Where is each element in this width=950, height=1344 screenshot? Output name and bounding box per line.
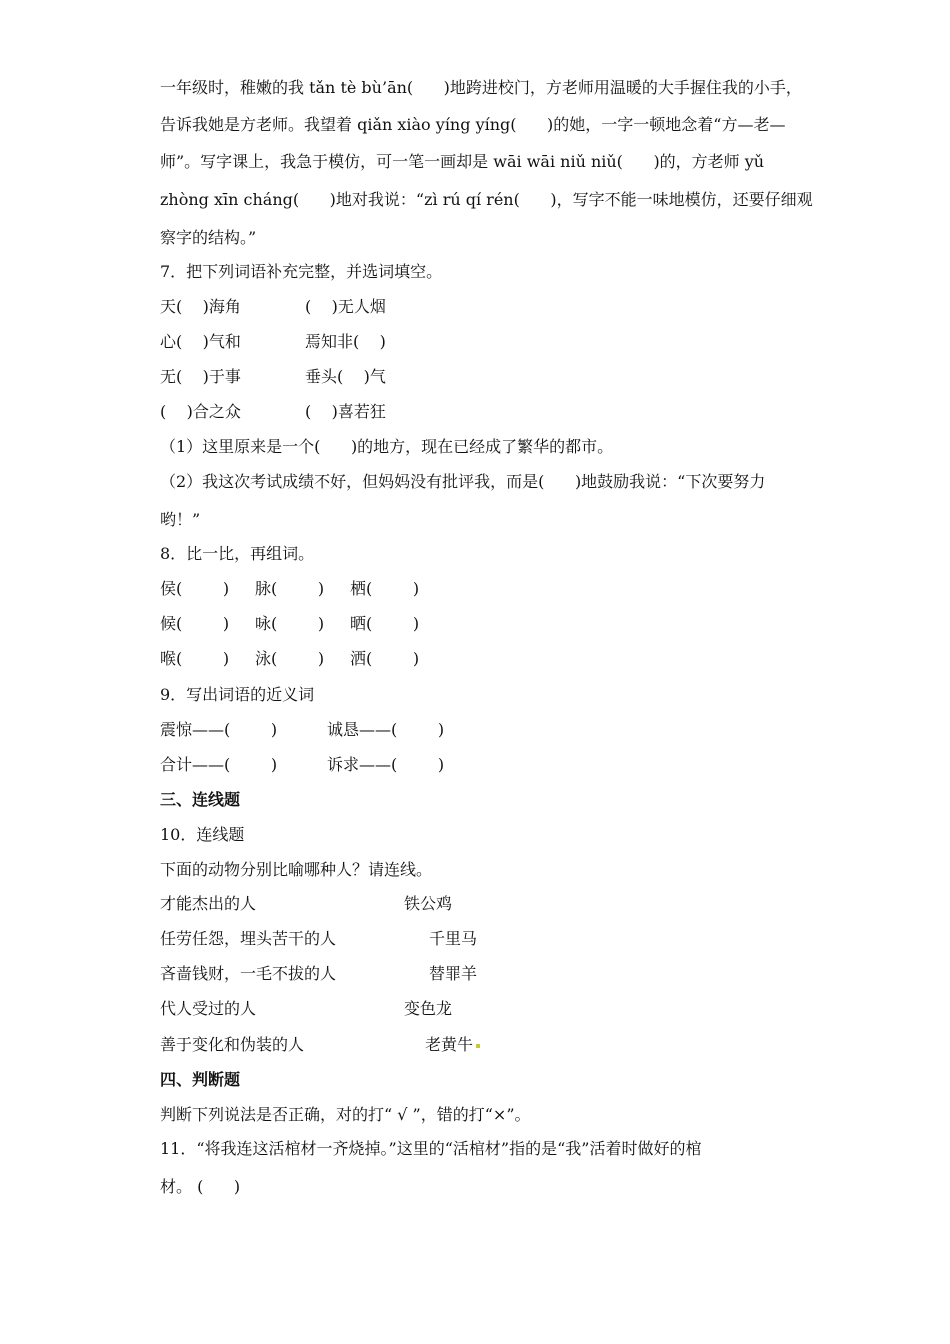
q10-left-5: 善于变化和伪装的人 [160,1035,305,1054]
q9-row-2-b: 诉求——( ) [327,755,445,774]
passage-line-5: 察字的结构。” [160,228,257,247]
q8-row-2-a: 候( ) [160,614,230,633]
q10-left-2: 任劳任怨，埋头苦干的人 [160,929,337,948]
q8-row-3-c: 洒( ) [350,649,420,668]
passage-line-2: 告诉我她是方老师。我望着 qiǎn xiào yíng yíng( )的她，一字一顿地念着“方—老— [160,115,786,134]
q8-row-3-b: 泳( ) [255,649,325,668]
q7-row-2-b: 焉知非( ) [305,332,386,351]
q8-row-1-c: 栖( ) [350,579,420,598]
q10-right-5-wrap [425,1035,480,1055]
q11-line-1: 11．“将我连这活棺材一齐烧掉。”这里的“活棺材”指的是“我”活着时做好的棺 [160,1139,702,1158]
q11-line-2: 材。 ( ) [160,1177,241,1196]
passage-line-4: zhòng xīn cháng( )地对我说：“zì rú qí rén( )，写字不能一味地模仿，还要仔细观 [160,190,813,209]
q8-row-3-a: 喉( ) [160,649,230,668]
q8-row-2-b: 咏( ) [255,614,325,633]
q10-title: 10．连线题 [160,825,245,844]
q7-sentence-2-line-2: 哟！” [160,510,201,529]
q10-right-2: 千里马 [429,929,478,948]
q8-row-1-a: 侯( ) [160,579,230,598]
q9-row-1-b: 诚恳——( ) [327,720,445,739]
passage-line-3: 师”。写字课上，我急于模仿，可一笔一画却是 wāi wāi niǔ niǔ( )的，方老师 yǔ [160,152,765,171]
q9-row-1-a: 震惊——( ) [160,720,278,739]
passage-line-1: 一年级时，稚嫩的我 tǎn tè bù’ān( )地跨进校门，方老师用温暖的大手握住我的小手， [160,78,802,97]
q10-left-4: 代人受过的人 [160,999,257,1018]
q10-left-1: 才能杰出的人 [160,894,257,913]
q7-row-1-b: ( )无人烟 [305,297,386,316]
q7-sentence-2-line-1: （2）我这次考试成绩不好，但妈妈没有批评我，而是( )地鼓励我说：“下次要努力 [160,472,766,491]
q10-right-1: 铁公鸡 [404,894,453,913]
q8-row-2-c: 晒( ) [350,614,420,633]
section-4-instruction: 判断下列说法是否正确，对的打“ √ ”，错的打“×”。 [160,1105,531,1124]
q7-sentence-1: （1）这里原来是一个( )的地方，现在已经成了繁华的都市。 [160,437,614,456]
q10-left-3: 吝啬钱财，一毛不拔的人 [160,964,337,983]
section-4-heading: 四、判断题 [160,1070,241,1089]
q10-right-5: 老黄牛 [425,1035,474,1054]
q8-title: 8．比一比，再组词。 [160,544,315,563]
q8-row-1-b: 脉( ) [255,579,325,598]
q7-title: 7．把下列词语补充完整，并选词填空。 [160,262,443,281]
q7-row-4-a: ( )合之众 [160,402,241,421]
q10-instruction: 下面的动物分别比喻哪种人？请连线。 [160,860,433,879]
q10-right-3: 替罪羊 [429,964,478,983]
q7-row-1-a: 天( )海角 [160,297,241,316]
stray-mark [476,1044,480,1048]
q9-title: 9．写出词语的近义词 [160,685,315,704]
q9-row-2-a: 合计——( ) [160,755,278,774]
q7-row-3-b: 垂头( )气 [305,367,386,386]
q10-right-4: 变色龙 [404,999,453,1018]
section-3-heading: 三、连线题 [160,790,241,809]
q7-row-4-b: ( )喜若狂 [305,402,386,421]
q7-row-2-a: 心( )气和 [160,332,241,351]
q7-row-3-a: 无( )于事 [160,367,241,386]
